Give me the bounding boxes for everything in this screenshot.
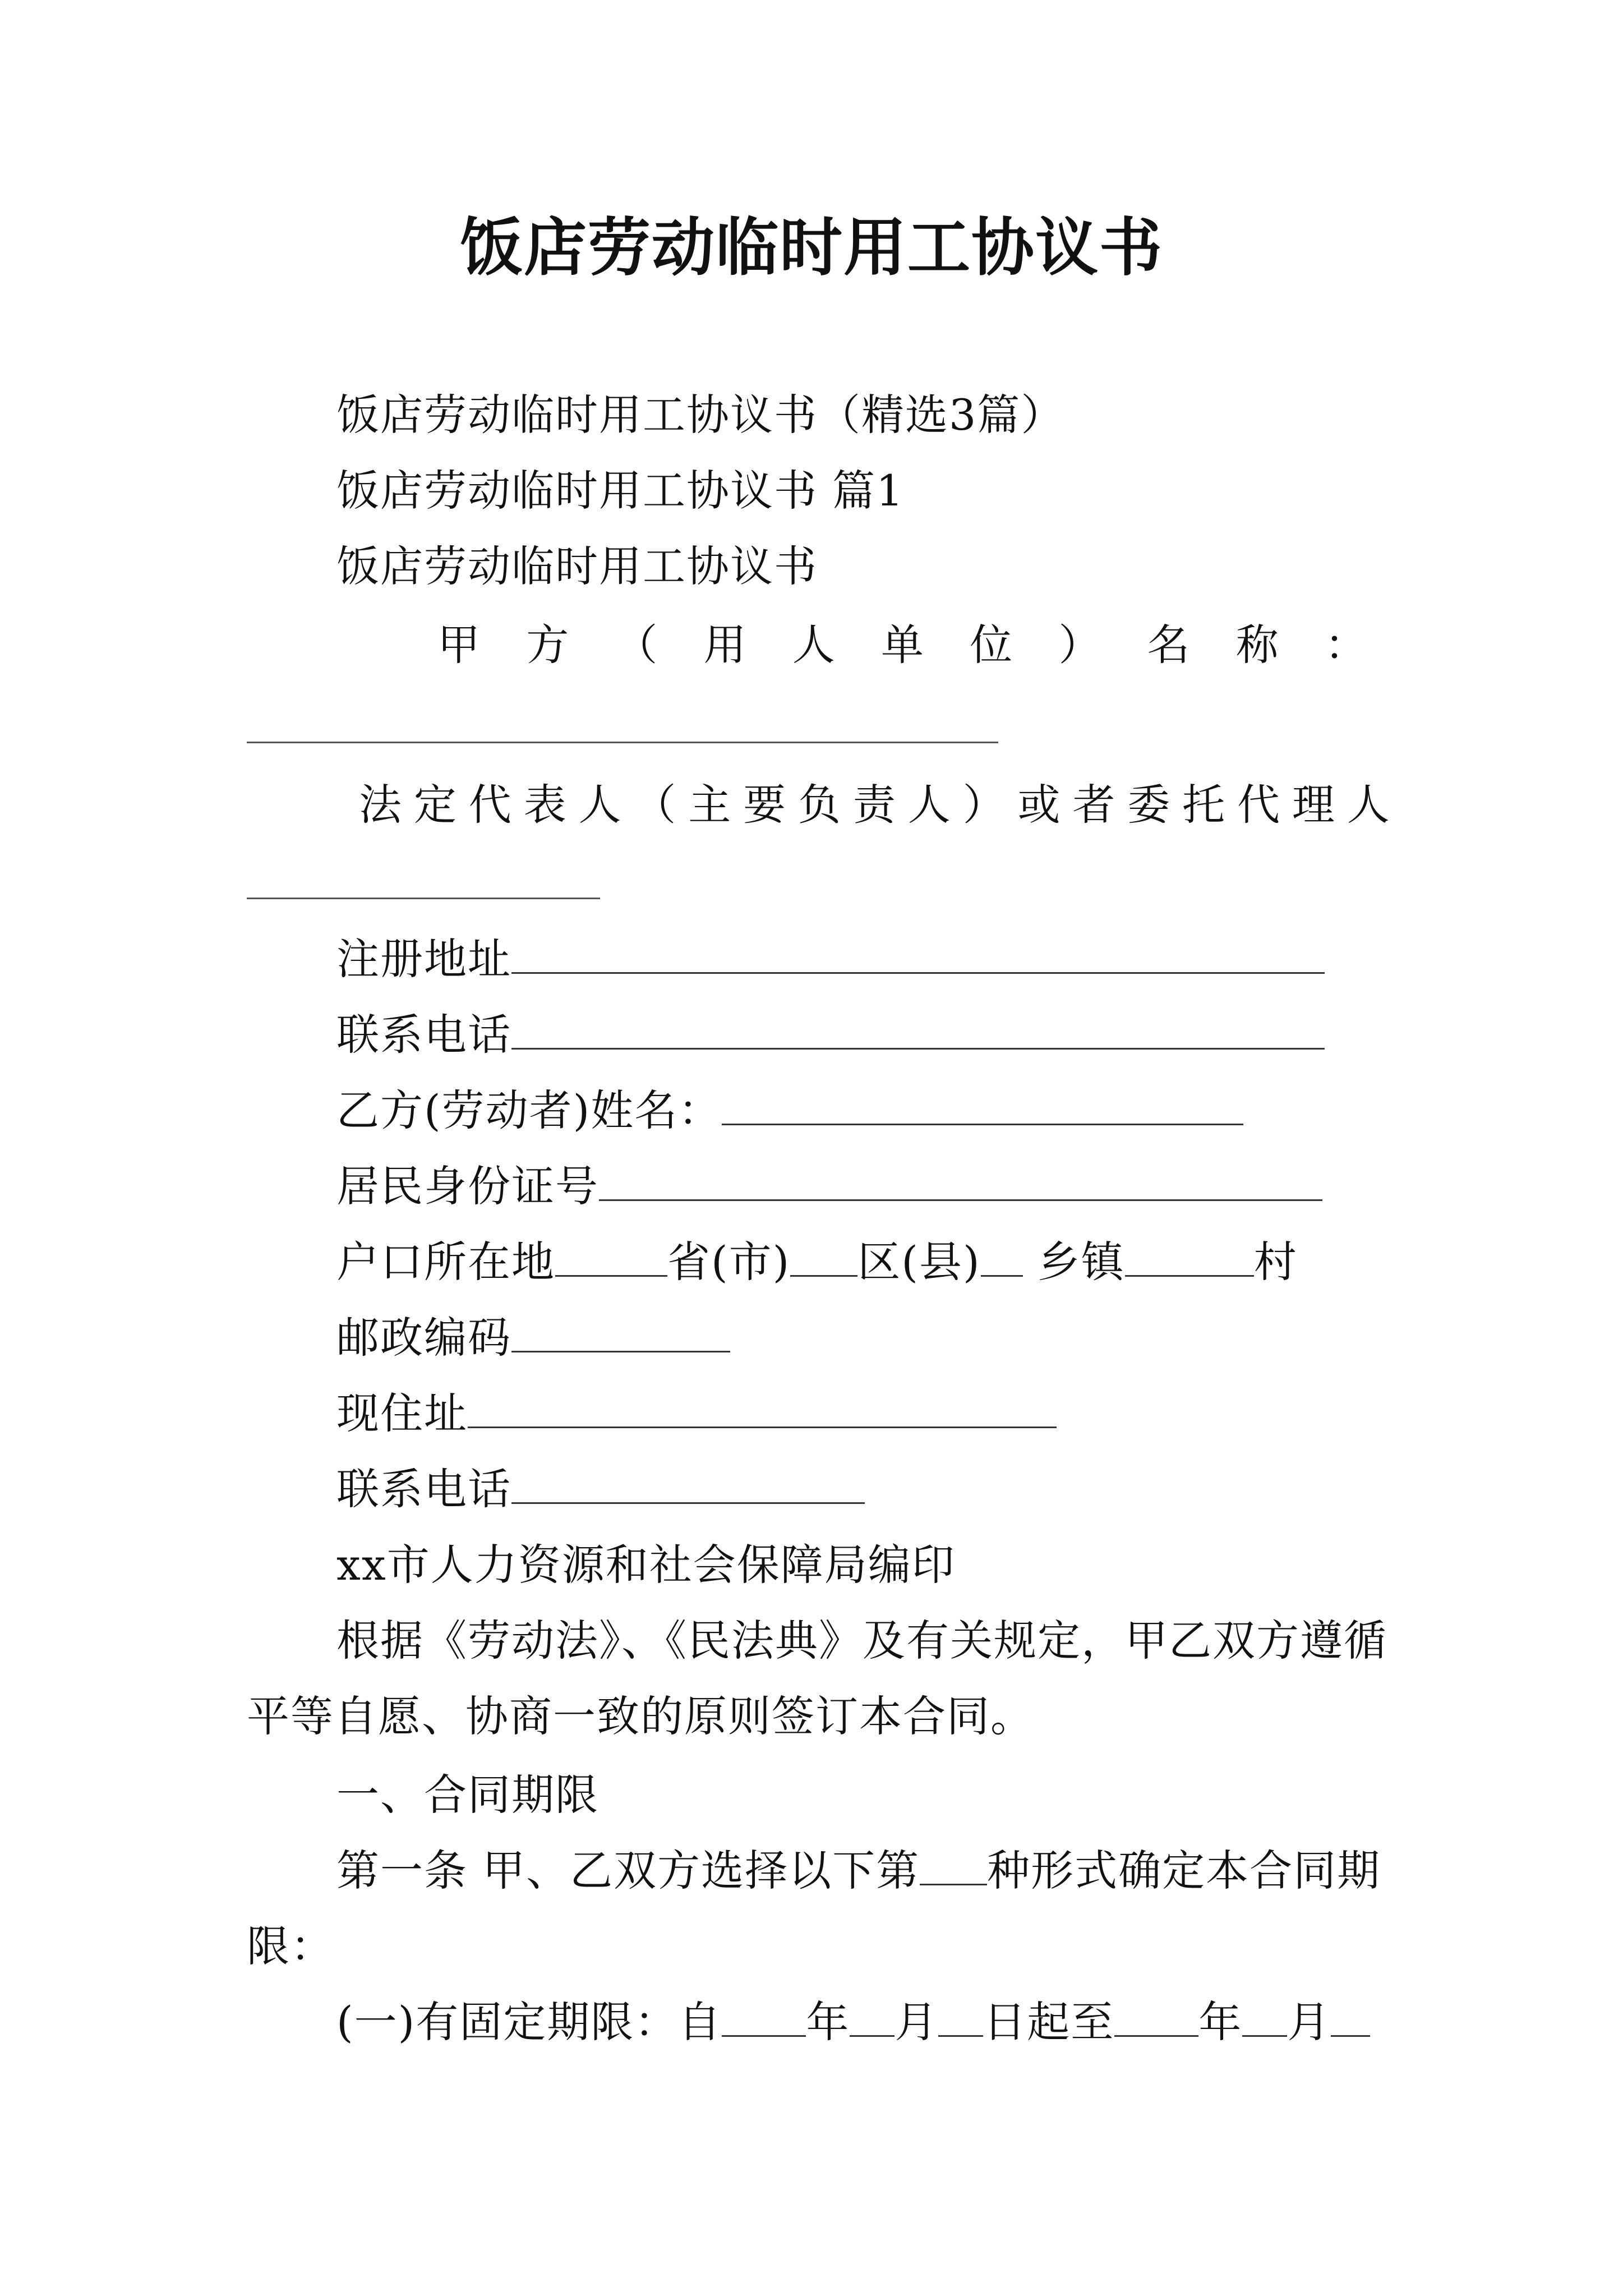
end-day-blank[interactable] xyxy=(1331,1996,1370,2037)
reg-address-blank[interactable] xyxy=(511,933,1325,974)
postcode-line: 邮政编码 xyxy=(336,1310,730,1366)
document-title: 饭店劳动临时用工协议书 xyxy=(460,211,1163,284)
article-1-line-2: 限： xyxy=(247,1921,334,1971)
hukou-district-blank[interactable] xyxy=(790,1236,857,1277)
party-a-name-label: 甲 方 （ 用 人 单 位 ） 名 称 ： xyxy=(437,620,1368,670)
hukou-village-blank[interactable] xyxy=(1125,1236,1254,1277)
hukou-township-blank[interactable] xyxy=(981,1236,1023,1277)
end-year-blank[interactable] xyxy=(1114,1996,1198,2037)
start-day-blank[interactable] xyxy=(938,1996,983,2037)
party-b-phone-blank[interactable] xyxy=(511,1463,865,1504)
subtitle: 饭店劳动临时用工协议书（精选3篇） xyxy=(336,390,1065,440)
id-number-line: 居民身份证号 xyxy=(336,1158,1322,1214)
postcode-blank[interactable] xyxy=(511,1312,730,1352)
party-a-phone-blank[interactable] xyxy=(511,1009,1325,1050)
id-number-blank[interactable] xyxy=(599,1160,1322,1201)
party-b-phone-line: 联系电话 xyxy=(336,1461,865,1517)
term-type-blank[interactable] xyxy=(920,1844,987,1885)
legal-rep-label: 法 定 代 表 人 （ 主 要 负 责 人 ） 或 者 委 托 代 理 人 xyxy=(359,780,1391,830)
hukou-line: 户口所在地 省(市) 区(县) 乡镇 村 xyxy=(336,1237,1298,1287)
hukou-province-blank[interactable] xyxy=(555,1236,667,1277)
part-heading: 饭店劳动临时用工协议书 篇1 xyxy=(336,466,905,516)
section-contract-term: 一、合同期限 xyxy=(336,1770,599,1820)
party-a-phone-line: 联系电话 xyxy=(336,1007,1325,1063)
intro-paragraph-line-1: 根据《劳动法》、《民法典》及有关规定，甲乙双方遵循 xyxy=(336,1616,1387,1665)
intro-paragraph-line-2: 平等自愿、协商一致的原则签订本合同。 xyxy=(247,1691,1034,1741)
publisher-line: xx市人力资源和社会保障局编印 xyxy=(336,1540,956,1590)
end-month-blank[interactable] xyxy=(1242,1996,1287,2037)
start-year-blank[interactable] xyxy=(722,1996,806,2037)
party-a-name-blank[interactable] xyxy=(247,742,998,743)
current-address-line: 现住址 xyxy=(336,1386,1057,1442)
reg-address-line: 注册地址 xyxy=(336,931,1325,987)
article-1-line-1: 第一条 甲、乙双方选择以下第 种形式确定本合同期 xyxy=(336,1846,1381,1895)
doc-heading: 饭店劳动临时用工协议书 xyxy=(336,541,818,591)
party-b-name-line: 乙方(劳动者)姓名： xyxy=(336,1083,1243,1139)
legal-rep-blank[interactable] xyxy=(247,898,600,899)
start-month-blank[interactable] xyxy=(850,1996,895,2037)
party-b-name-blank[interactable] xyxy=(722,1084,1243,1125)
fixed-term-line: (一)有固定期限：自 年 月 日起至 年 月 xyxy=(336,1994,1370,2050)
current-address-blank[interactable] xyxy=(468,1387,1057,1428)
